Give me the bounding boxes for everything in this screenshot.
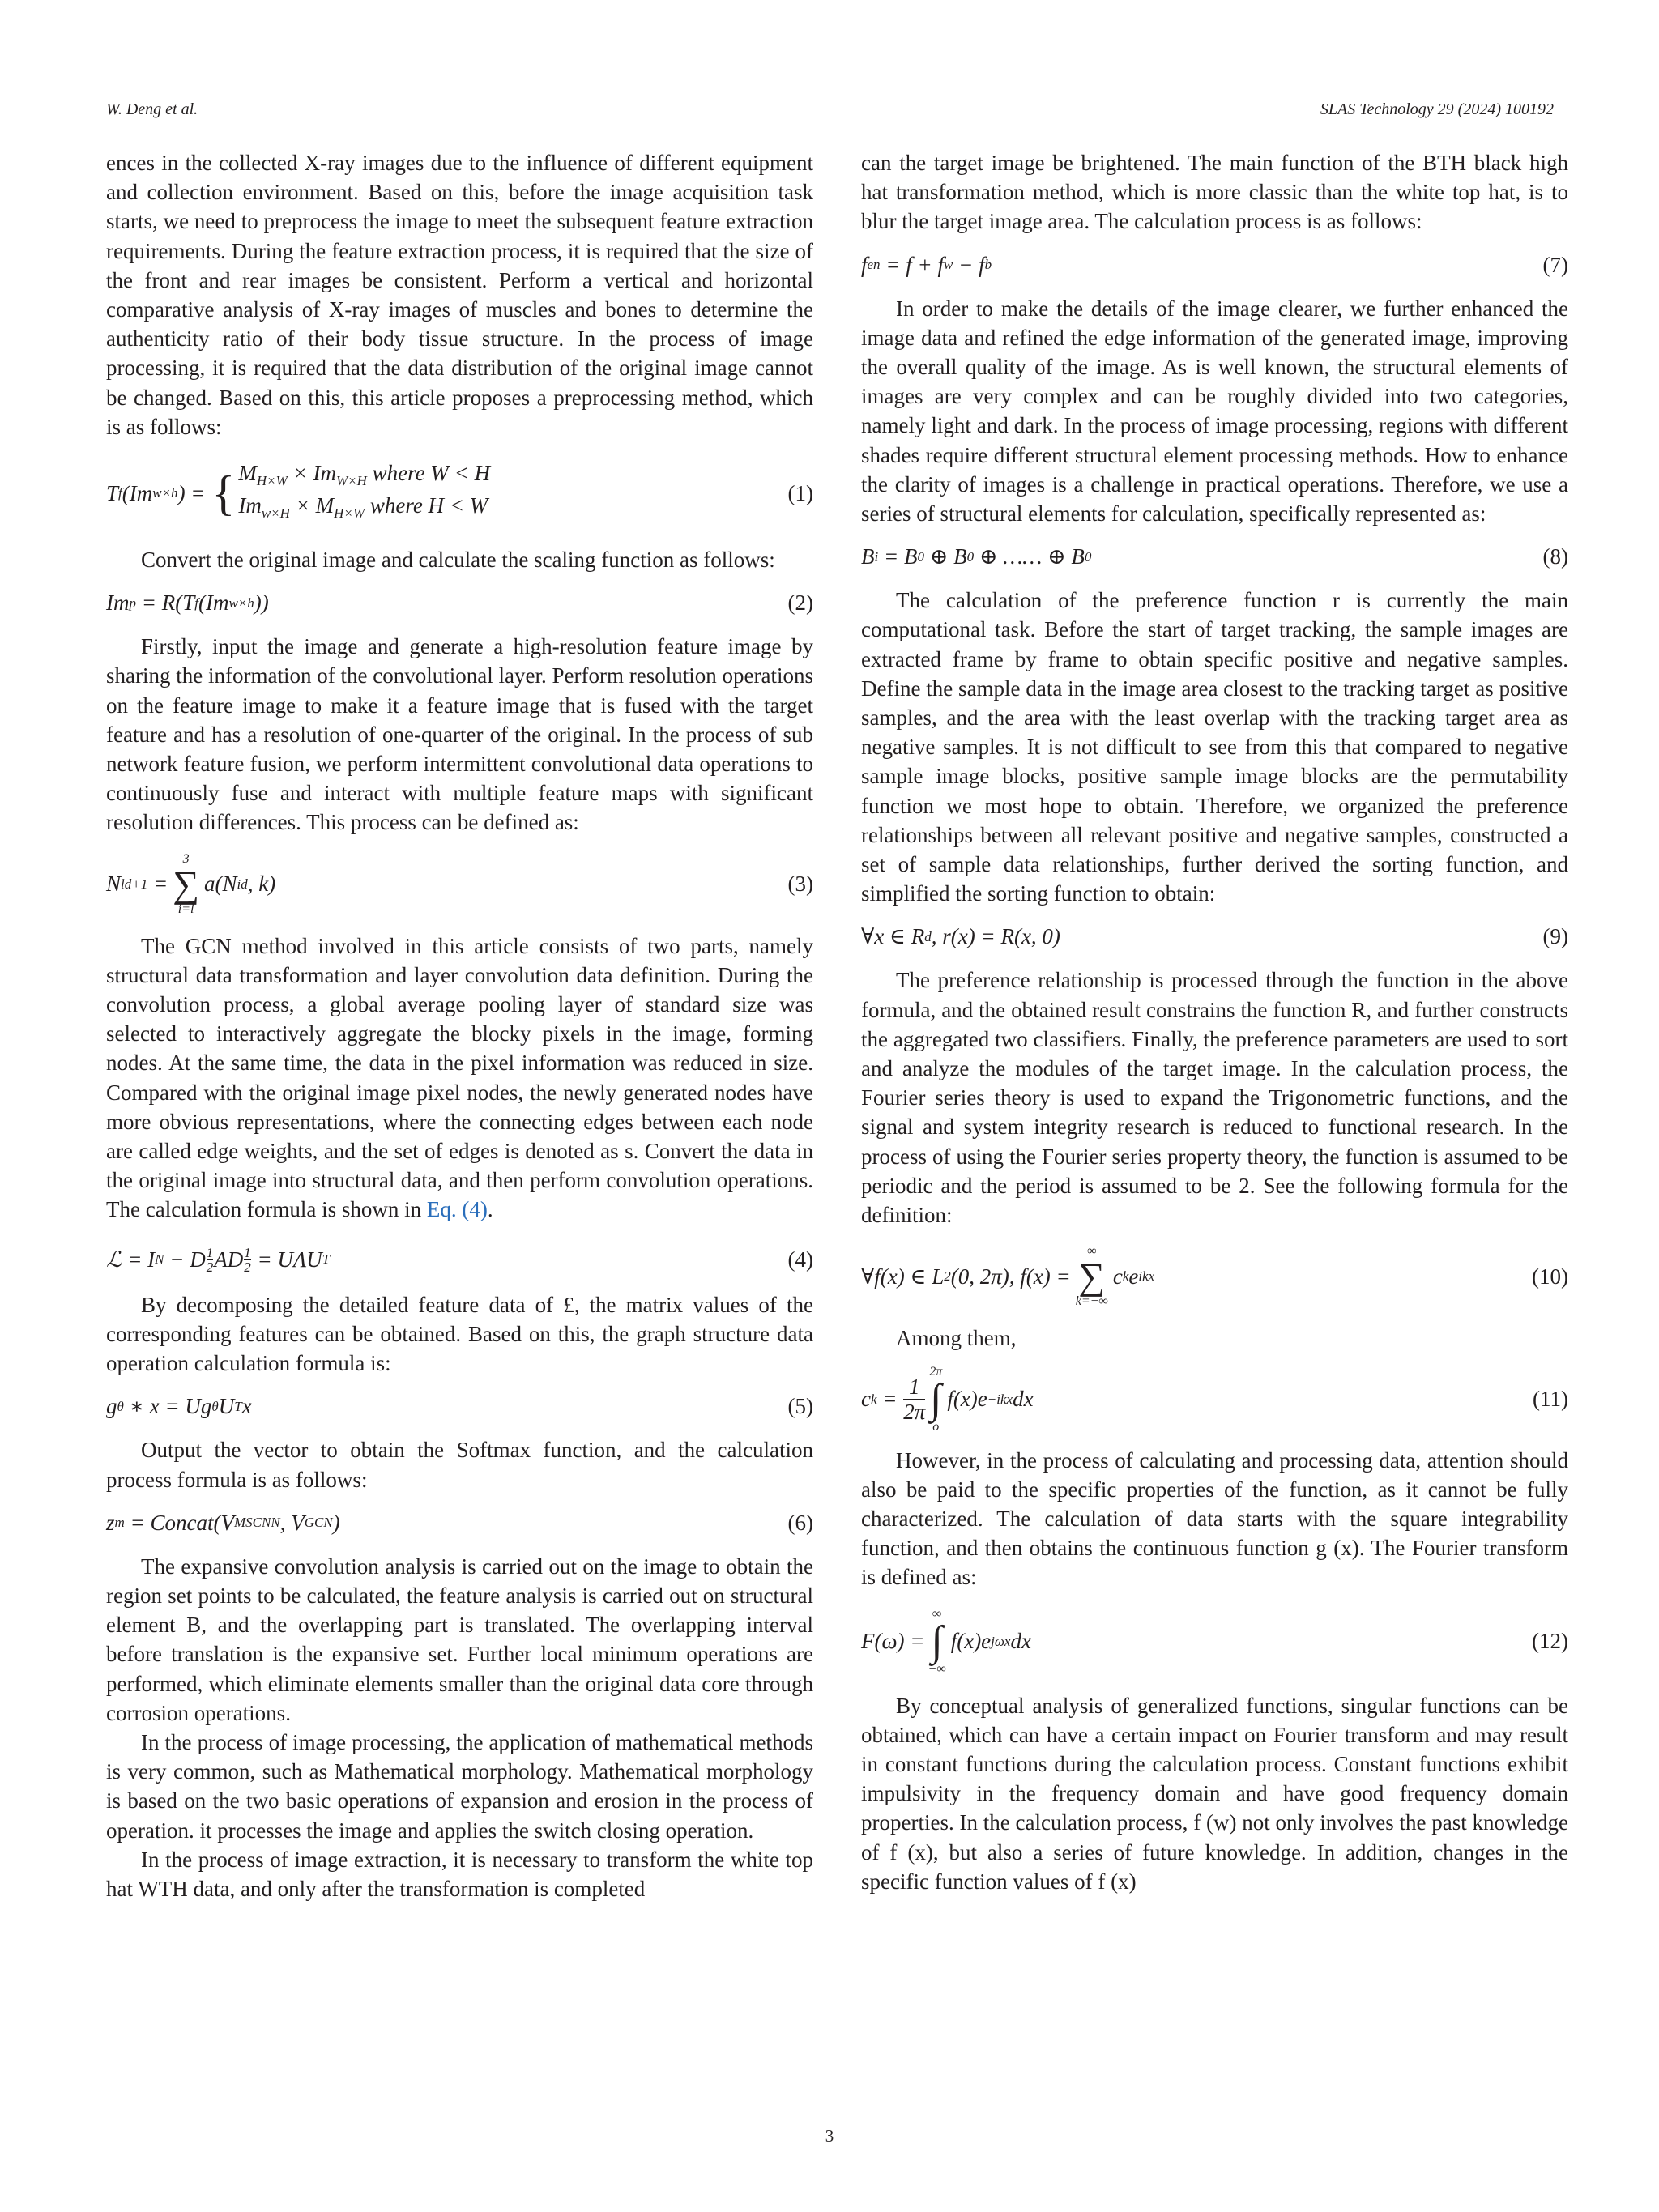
paragraph: The GCN method involved in this article consists of two parts, namely structural data transformation and layer convolution data definition. During the convolution process, a global average pooling layer of standard size was selected to interactively aggregate the blocky pixels in the image, forming nodes. At the same time, the data in the pixel information was reduced in size. Compared with the original image pixel nodes, the newly generated nodes have more obvious representations, where the connecting edges between each node are called edge weights, and the set of edges is denoted as s. Convert the data in the original image into structural data, and then perform convolution operations. The calculation formula is shown in Eq. (4).: [106, 933, 813, 1222]
equation-11: c k = $\frac{1}{2\pi}$ 2π ∫ o f(x)e −ikx dx (11): [861, 1364, 1568, 1434]
paragraph: The expansive convolution analysis is carried out on the image to obtain the region set points to be calculated, the feature analysis is carried out on structural element B, and the overlapping part is translated. The overlapping interval before translation is the expansive set. Further local minimum operations are performed, which eliminate elements smaller than the original data core through corrosion operations.: [106, 1554, 813, 1725]
equation-3: N ld+1 = 3 ∑ i=l a(N id , k) (3): [106, 851, 813, 916]
equation-9: ∀x ∈ R d , r(x) = R(x, 0) (9): [861, 924, 1568, 949]
equation-number: (3): [787, 872, 813, 897]
running-header-journal: SLAS Technology 29 (2024) 100192: [1320, 100, 1554, 118]
equation-2: Im p = R(T f (Im w×h )) (2): [106, 590, 813, 616]
equation-number: (4): [787, 1247, 813, 1272]
equation-4-link[interactable]: Eq. (4): [426, 1197, 488, 1222]
equation-number: (5): [787, 1394, 813, 1419]
left-column: [106, 148, 813, 1903]
equation-12: F(ω) = ∞ ∫ −∞ f(x)e jωx dx (12): [861, 1606, 1568, 1676]
equation-8: B i = B 0 ⊕ B 0 ⊕ …… ⊕ B 0 (8): [861, 544, 1568, 569]
paragraph: In order to make the details of the image clearer, we further enhanced the image data and refined the edge information of the generated image, improving the overall quality of the image. As is well known, the structural elements of images are very complex and can be roughly divided into two categories, namely light and dark. In the process of image processing, regions with different shades require different structural element processing methods. How to enhance the clarity of images is a challenge in practical operations. Therefore, we use a series of structural elements for calculation, specifically represented as:: [861, 296, 1568, 526]
paragraph: By decomposing the detailed feature data of £, the matrix values of the corresponding features can be obtained. Based on this, the graph structure data operation calculation formula is:: [106, 1292, 813, 1376]
paragraph: ences in the collected X-ray images due to the influence of different equipment and collection environment. Based on this, before the image acquisition task starts, we need to preprocess the image to meet the subsequent feature extraction requirements. During the feature extraction process, it is required that the size of the front and rear images be consistent. Perform a vertical and horizontal comparative analysis of X-ray images of muscles and bones to determine the authenticity ratio of their body tissue structure. In the process of image processing, it is required that the data distribution of the original image cannot be changed. Based on this, this article proposes a preprocessing method, which is as follows:: [106, 151, 813, 439]
paragraph: Convert the original image and calculate the scaling function as follows:: [141, 548, 775, 573]
equation-number: (8): [1542, 544, 1568, 569]
equation-number: (9): [1542, 924, 1568, 949]
right-column: [861, 148, 1568, 1896]
paragraph: In the process of image extraction, it is necessary to transform the white top hat WTH data, and only after the transformation is completed: [106, 1847, 813, 1901]
equation-number: (12): [1532, 1629, 1568, 1654]
equation-6: z m = Concat(V MSCNN , V GCN ) (6): [106, 1510, 813, 1535]
equation-7: f en = f + f w − f b (7): [861, 252, 1568, 277]
paragraph: By conceptual analysis of generalized functions, singular functions can be obtained, which can have a certain impact on Fourier transform and may result in constant functions during the calculation process. Constant functions exhibit impulsivity in the frequency domain and have good frequency domain properties. In the calculation process, f (w) not only involves the past knowledge of f (x), but also a series of future knowledge. In addition, changes in the specific function values of f (x): [861, 1693, 1568, 1894]
page-number: 3: [825, 2126, 834, 2146]
running-header-authors: W. Deng et al.: [106, 100, 198, 118]
equation-number: (11): [1533, 1387, 1568, 1411]
equation-1: T f (Im w×h ) = { $M_{H\times W} \times Im_{W\times H}$ where W < H $Im_{w\times H} \times M_{H\times W}$ where H < W (1): [106, 461, 813, 522]
paragraph: The preference relationship is processed through the function in the above formula, and the obtained result constrains the function R, and further constructs the aggregated two classifiers. Finally, the preference parameters are used to sort and analyze the modules of the target image. In the calculation process, the Fourier series theory is used to expand the Trigonometric functions, and the signal and system integrity research is reduced to functional research. In the process of using the Fourier series property theory, the function is assumed to be periodic and the period is assumed to be 2. See the following formula for the definition:: [861, 968, 1568, 1228]
paragraph: The calculation of the preference function r is currently the main computational task. Before the start of target tracking, the sample images are extracted frame by frame to obtain specific positive and negative samples. Define the sample data in the image area closest to the tracking target as positive samples, and the area with the least overlap with the tracking target area as negative samples. It is not difficult to see from this that compared to negative sample image blocks, positive sample image blocks are the permutability function we most hope to obtain. Therefore, we organized the preference relationships between all relevant positive and negative samples, constructed a set of sample data relationships, further derived the sorting function, and simplified the sorting function to obtain:: [861, 588, 1568, 906]
equation-number: (1): [787, 480, 813, 505]
equation-10: ∀f(x) ∈ L 2 (0, 2π), f(x) = ∞ ∑ k=−∞ c k e ikx (10): [861, 1244, 1568, 1309]
equation-number: (2): [787, 590, 813, 616]
equation-number: (10): [1532, 1264, 1568, 1289]
equation-5: g θ ∗ x = Ug θ U T x (5): [106, 1394, 813, 1419]
equation-number: (6): [787, 1510, 813, 1535]
paragraph: can the target image be brightened. The main function of the BTH black high hat transformation method, which is more classic than the white top hat, is to blur the target image area. The calculation process is as follows:: [861, 151, 1568, 234]
paragraph: Firstly, input the image and generate a high-resolution feature image by sharing the information of the convolutional layer. Perform resolution operations on the feature image to make it a feature image that is fused with the target feature and has a resolution of one-quarter of the original. In the process of sub network feature fusion, we perform intermittent convolutional data operations to continuously fuse and interact with multiple feature maps with significant resolution differences. This process can be defined as:: [106, 634, 813, 835]
paragraph: Among them,: [896, 1326, 1017, 1351]
paragraph: In the process of image processing, the application of mathematical methods is very common, such as Mathematical morphology. Mathematical morphology is based on the two basic operations of expansion and erosion in the process of operation. it processes the image and applies the switch closing operation.: [106, 1729, 813, 1843]
paragraph: Output the vector to obtain the Softmax function, and the calculation process formula is as follows:: [106, 1438, 813, 1492]
equation-number: (7): [1542, 252, 1568, 277]
paragraph: However, in the process of calculating and processing data, attention should also be paid to the specific properties of the function, as it cannot be fully characterized. The calculation of data starts with the square integrability function, and then obtains the continuous function g (x). The Fourier transform is defined as:: [861, 1447, 1568, 1590]
equation-4: ℒ = I N − D $\frac{1}{2}$ AD $\frac{1}{2}$ = UΛU T (4): [106, 1244, 813, 1275]
